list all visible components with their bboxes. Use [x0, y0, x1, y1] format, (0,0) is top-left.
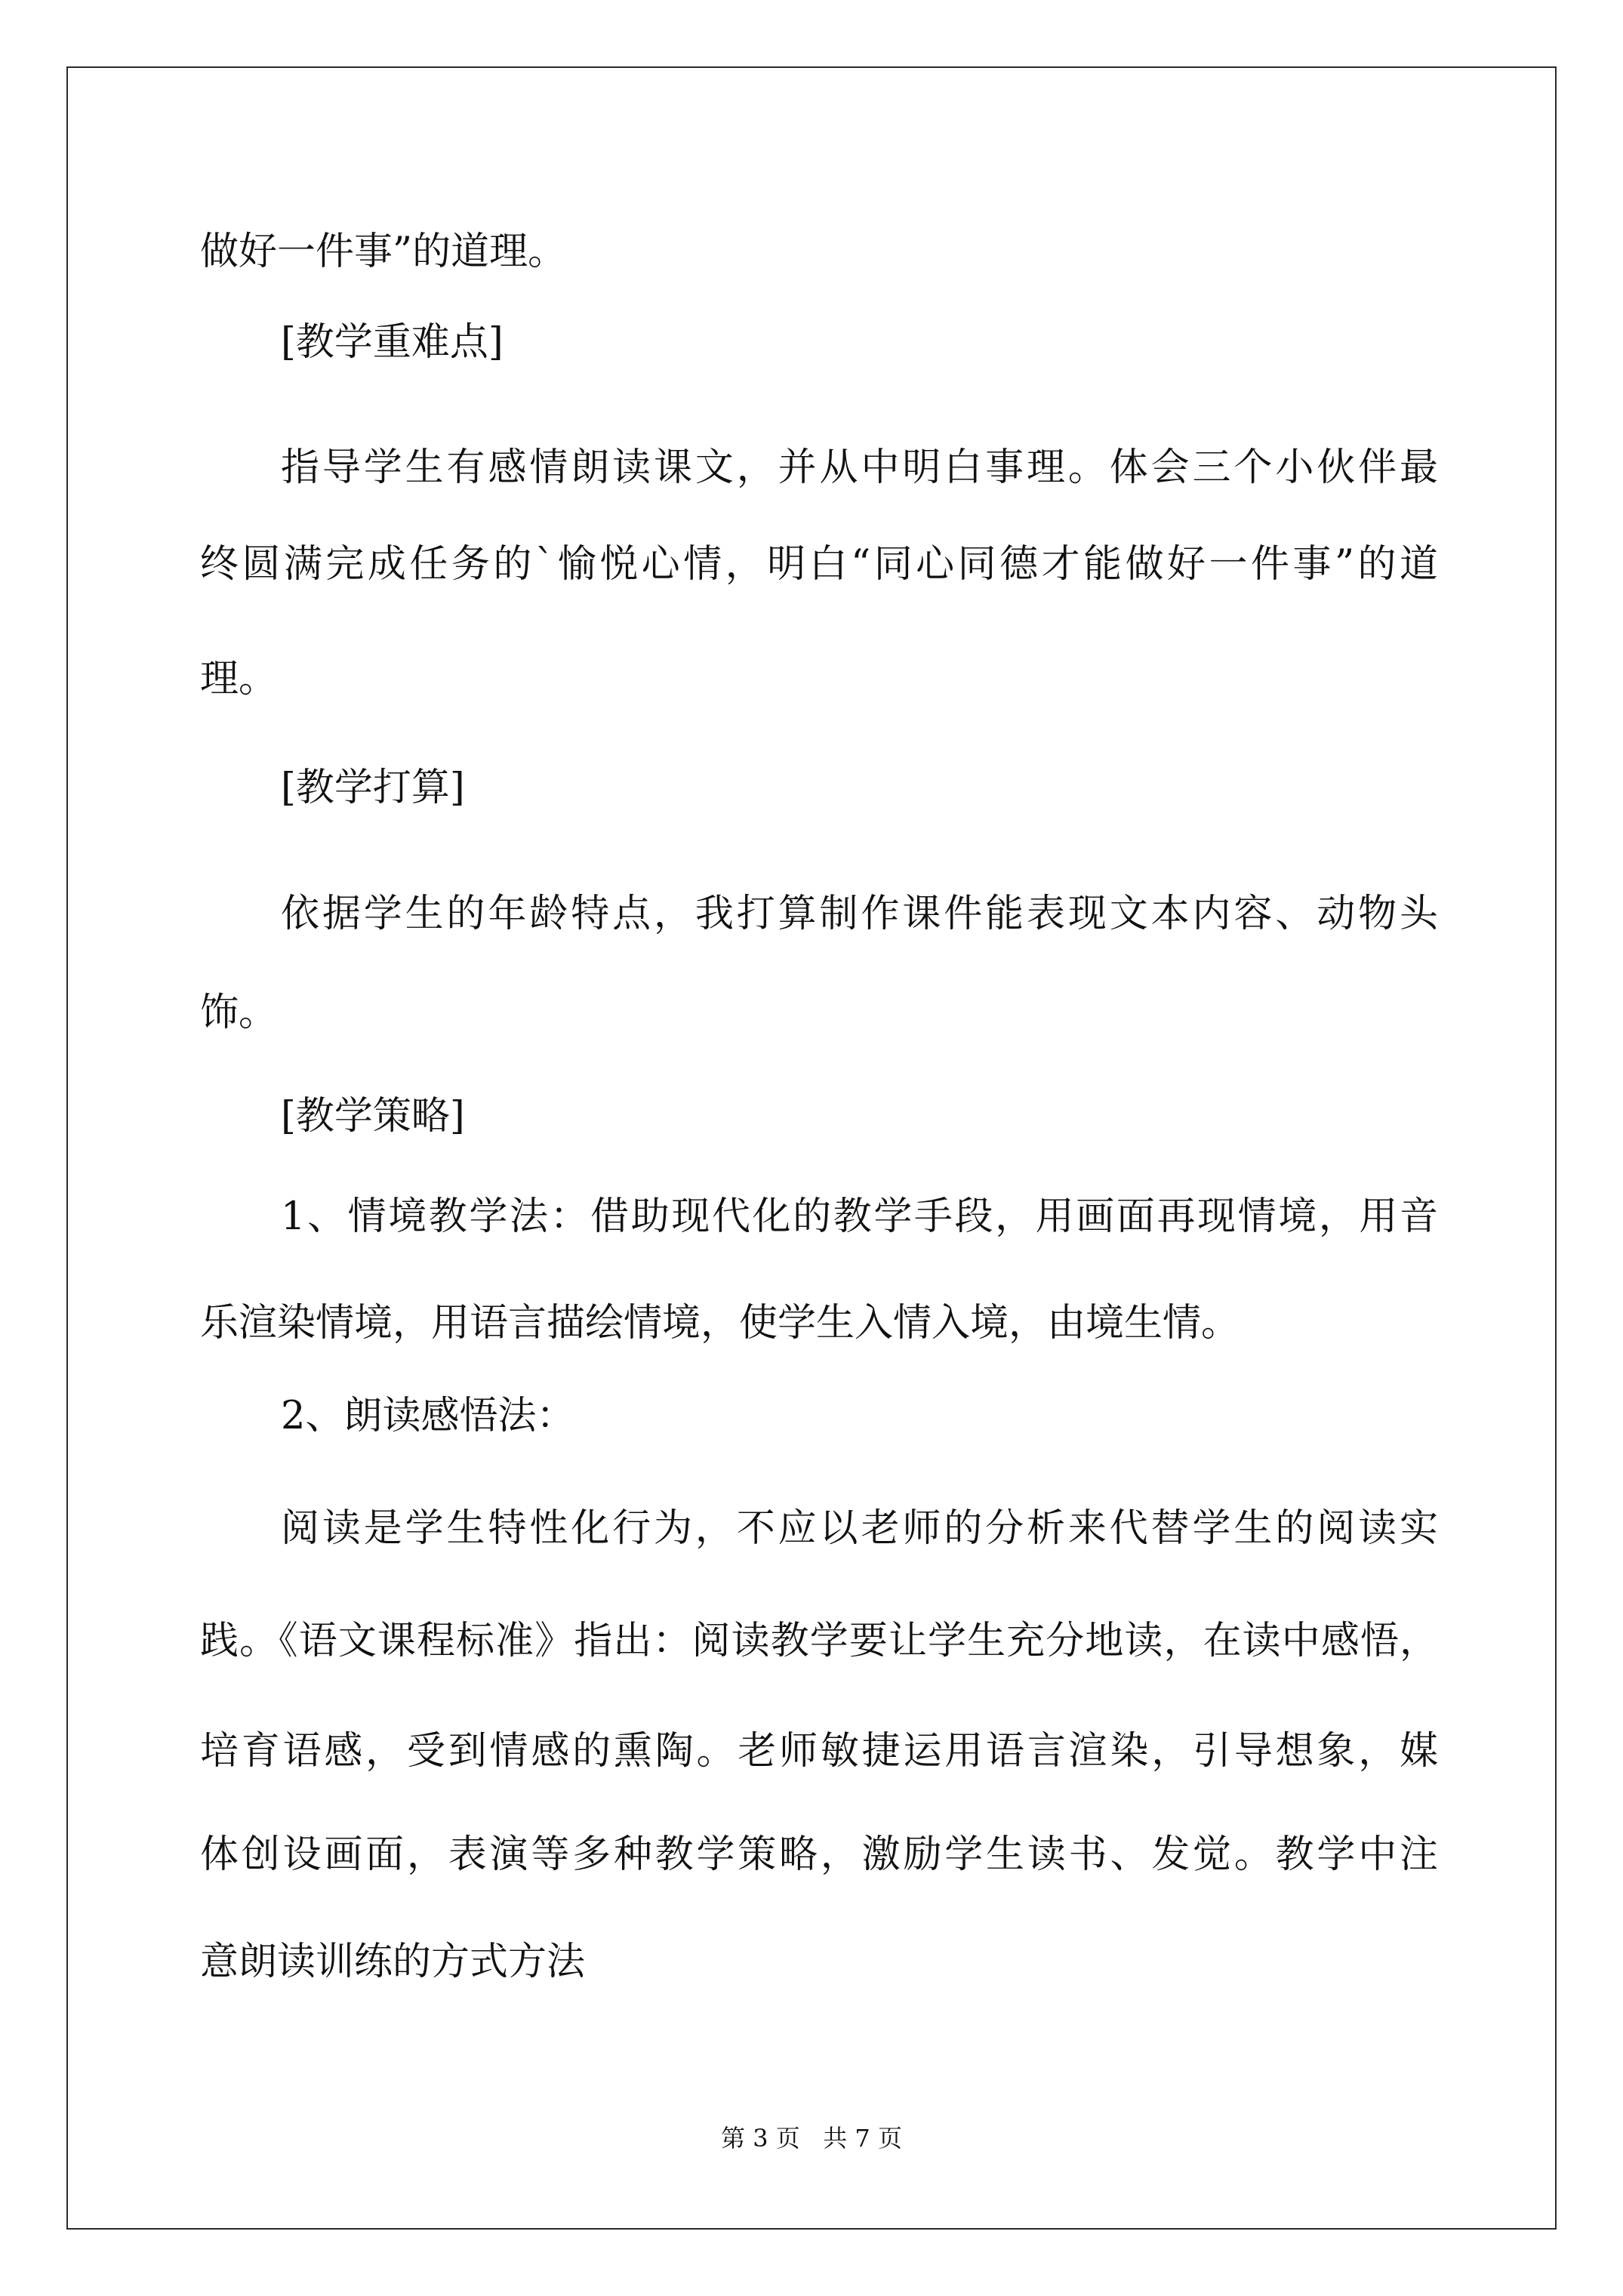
text-line: 2、朗读感悟法：	[281, 1394, 575, 1438]
section-heading: [教学策略]	[281, 1094, 465, 1139]
text-line: 理。	[200, 657, 278, 701]
text-line: 依据学生的年龄特点，我打算制作课件能表现文本内容、动物头	[281, 892, 1438, 936]
text-line: 终圆满完成任务的`愉悦心情，明白“同心同德才能做好一件事”的道	[200, 542, 1438, 587]
text-line: 体创设画面，表演等多种教学策略，激励学生读书、发觉。教学中注	[200, 1832, 1438, 1877]
text-line: 意朗读训练的方式方法	[200, 1940, 586, 1984]
text-line: 践。《语文课程标准》指出：阅读教学要让学生充分地读，在读中感悟，	[200, 1619, 1438, 1663]
text-line: 乐渲染情境，用语言描绘情境，使学生入情入境，由境生情。	[200, 1301, 1240, 1345]
page-border	[66, 66, 1557, 2230]
text-line: 培育语感，受到情感的熏陶。老师敏捷运用语言渲染，引导想象，媒	[200, 1729, 1438, 1774]
text-line: 饰。	[200, 991, 278, 1035]
text-line: 阅读是学生特性化行为，不应以老师的分析来代替学生的阅读实	[281, 1506, 1438, 1551]
page-number-footer: 第 3 页 共 7 页	[721, 2124, 902, 2153]
section-heading: [教学打算]	[281, 766, 465, 810]
section-heading: [教学重难点]	[281, 320, 504, 365]
text-line: 做好一件事”的道理。	[200, 230, 567, 274]
text-line: 1、情境教学法：借助现代化的教学手段，用画面再现情境，用音	[281, 1194, 1438, 1239]
text-line: 指导学生有感情朗读课文，并从中明白事理。体会三个小伙伴最	[281, 445, 1438, 490]
